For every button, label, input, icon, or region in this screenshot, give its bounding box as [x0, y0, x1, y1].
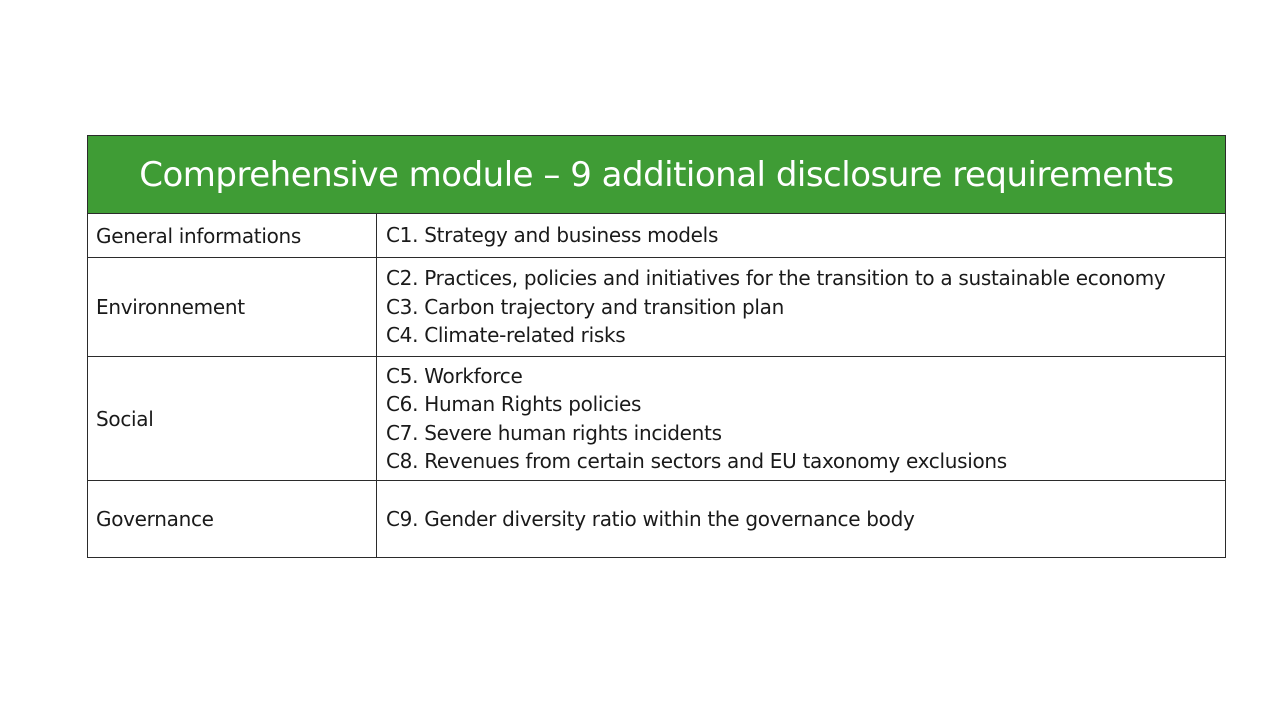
- disclosure-item: C7. Severe human rights incidents: [386, 420, 722, 445]
- table-row: [88, 481, 1226, 558]
- category-general-informations: General informations: [88, 214, 377, 258]
- disclosure-item: C5. Workforce: [386, 363, 523, 388]
- items-social: [377, 357, 1226, 481]
- table-row: [88, 258, 1226, 357]
- disclosure-table: [87, 135, 1226, 558]
- table-row: [88, 214, 1226, 258]
- items-governance: [377, 481, 1226, 558]
- items-general-informations: [377, 214, 1226, 258]
- disclosure-item: C6. Human Rights policies: [386, 392, 642, 416]
- disclosure-item: C2. Practices, policies and initiatives for the transition to a sustainable economy: [386, 266, 1166, 291]
- table-title: Comprehensive module – 9 additional disclosure requirements: [88, 136, 1226, 214]
- disclosure-item: C4. Climate-related risks: [386, 323, 626, 348]
- disclosure-item: C3. Carbon trajectory and transition plan: [386, 294, 784, 319]
- disclosure-item: C1. Strategy and business models: [386, 223, 719, 248]
- category-environnement: Environnement: [88, 258, 377, 357]
- items-environnement: [377, 258, 1226, 357]
- disclosure-item: C8. Revenues from certain sectors and EU taxonomy exclusions: [386, 449, 1007, 473]
- table-header-row: [88, 136, 1226, 214]
- category-social: Social: [88, 357, 377, 481]
- disclosure-item: C9. Gender diversity ratio within the governance body: [386, 506, 915, 531]
- table-row: [88, 357, 1226, 481]
- category-governance: Governance: [88, 481, 377, 558]
